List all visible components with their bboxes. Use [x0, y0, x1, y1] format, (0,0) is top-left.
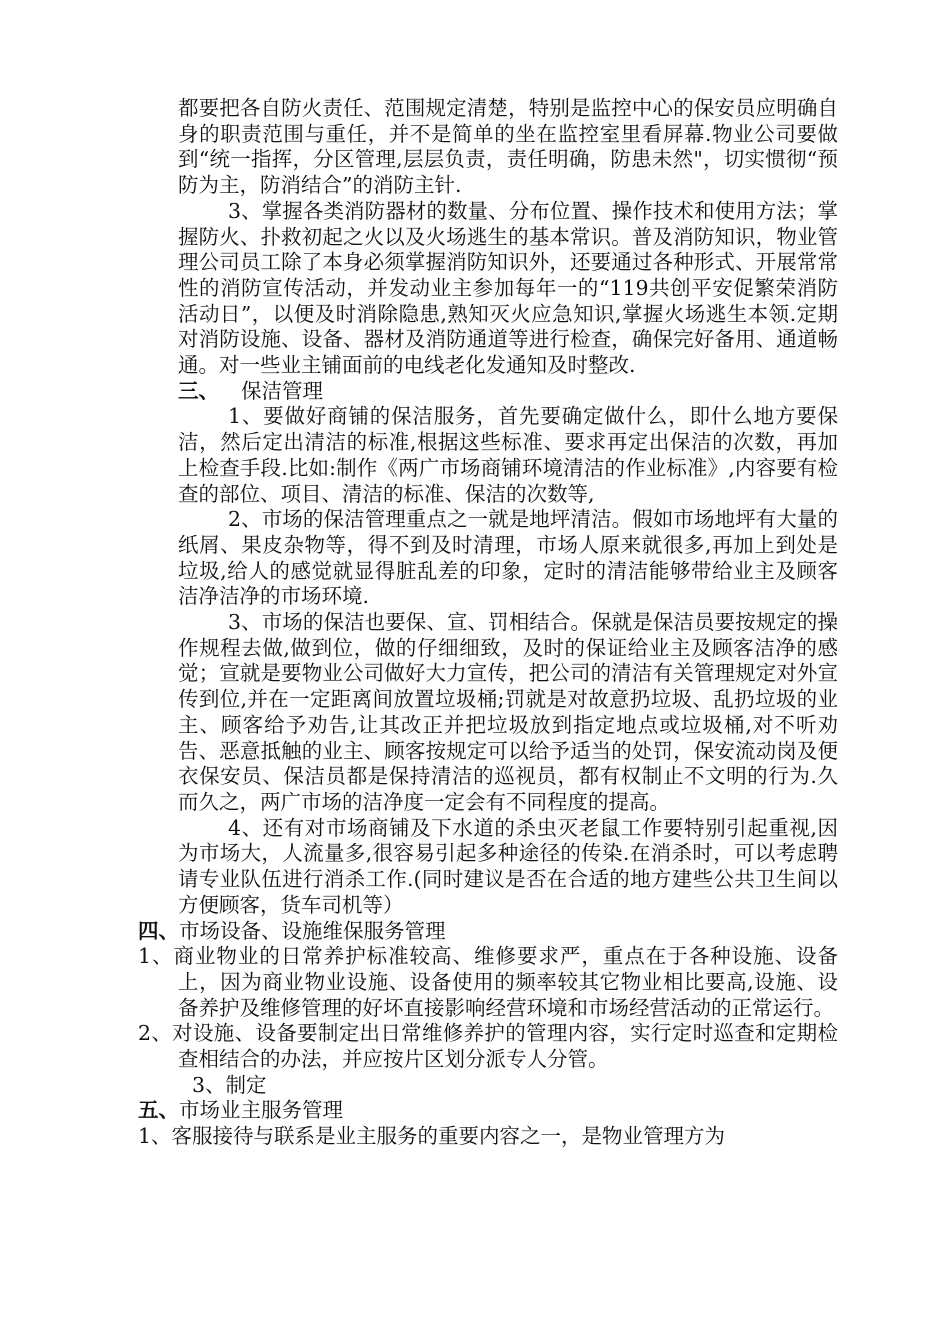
section-heading-owner-service [138, 1098, 838, 1124]
paragraph-owner-service-1: 1、客服接待与联系是业主服务的重要内容之一，是物业管理方为 [138, 1124, 726, 1149]
section-number: 四、 [138, 918, 179, 943]
section-title: 市场业主服务管理 [179, 1098, 343, 1123]
section-title: 市场设备、设施维保服务管理 [179, 918, 446, 943]
section-number: 三、 [178, 378, 219, 403]
paragraph-equipment-2: 2、对设施、设备要制定出日常维修养护的管理内容，实行定时巡查和定期检查相结合的办法，并应按片区划分派专人分管。 [138, 1021, 838, 1072]
paragraph-fire-duty: 都要把各自防火责任、范围规定清楚，特别是监控中心的保安员应明确自身的职责范围与重任，并不是简单的坐在监控室里看屏幕.物业公司要做到“统一指挥，分区管理,层层负责，责任明确，防患未然"，切实惯彻“预防为主，防消结合”的消防主针. [178, 96, 838, 198]
paragraph-equipment-3: 3、制定 [192, 1072, 267, 1097]
paragraph-fire-equipment: 3、掌握各类消防器材的数量、分布位置、操作技术和使用方法；掌握防火、扑救初起之火以及火场逃生的基本常识。普及消防知识，物业管理公司员工除了本身必须掌握消防知识外，还要通过各种形式、开展常常性的消防宣传活动，并发动业主参加每年一的“119共创平安促繁荣消防活动日”，以便及时消除隐患,熟知灭火应急知识,掌握火场逃生本领.定期对消防设施、设备、器材及消防通道等进行检查，确保完好备用、通道畅通。对一些业主铺面前的电线老化发通知及时整改. [178, 198, 838, 378]
paragraph-cleaning-3: 3、市场的保洁也要保、宣、罚相结合。保就是保洁员要按规定的操作规程去做,做到位，做的仔细细致，及时的保证给业主及顾客洁净的感觉；宣就是要物业公司做好大力宣传，把公司的清洁有关管理规定对外宣传到位,并在一定距离间放置垃圾桶;罚就是对故意扔垃圾、乱扔垃圾的业主、顾客给予劝告,让其改正并把垃圾放到指定地点或垃圾桶,对不听劝告、恶意抵触的业主、顾客按规定可以给予适当的处罚，保安流动岗及便衣保安员、保洁员都是保持清洁的巡视员，都有权制止不文明的行为.久而久之，两广市场的洁净度一定会有不同程度的提高。 [178, 610, 838, 814]
section-number: 五、 [138, 1098, 179, 1123]
section-heading-cleaning [138, 379, 838, 405]
paragraph-cleaning-2: 2、市场的保洁管理重点之一就是地坪清洁。假如市场地坪有大量的纸屑、果皮杂物等，得不到及时清理，市场人原来就很多,再加上到处是垃圾,给人的感觉就显得脏乱差的印象，定时的清洁能够带给业主及顾客洁净洁净的市场环境. [178, 507, 838, 609]
paragraph-cleaning-1: 1、要做好商铺的保洁服务，首先要确定做什么，即什么地方要保洁，然后定出清洁的标准,根据这些标准、要求再定出保洁的次数，再加上检查手段.比如:制作《两广市场商铺环境清洁的作业标准》,内容要有检查的部位、项目、清洁的标准、保洁的次数等, [178, 404, 838, 506]
section-title: 保洁管理 [241, 378, 323, 403]
document-body [138, 96, 838, 1150]
section-heading-equipment [138, 919, 838, 945]
paragraph-equipment-1: 1、商业物业的日常养护标准较高、维修要求严，重点在于各种设施、设备上，因为商业物业设施、设备使用的频率较其它物业相比要高,设施、设备养护及维修管理的好坏直接影响经营环境和市场经营活动的正常运行。 [138, 944, 838, 1020]
paragraph-cleaning-4: 4、还有对市场商铺及下水道的杀虫灭老鼠工作要特别引起重视,因为市场大，人流量多,很容易引起多种途径的传染.在消杀时，可以考虑聘请专业队伍进行消杀工作.(同时建议是否在合适的地方建些公共卫生间以方便顾客，货车司机等） [178, 815, 838, 917]
